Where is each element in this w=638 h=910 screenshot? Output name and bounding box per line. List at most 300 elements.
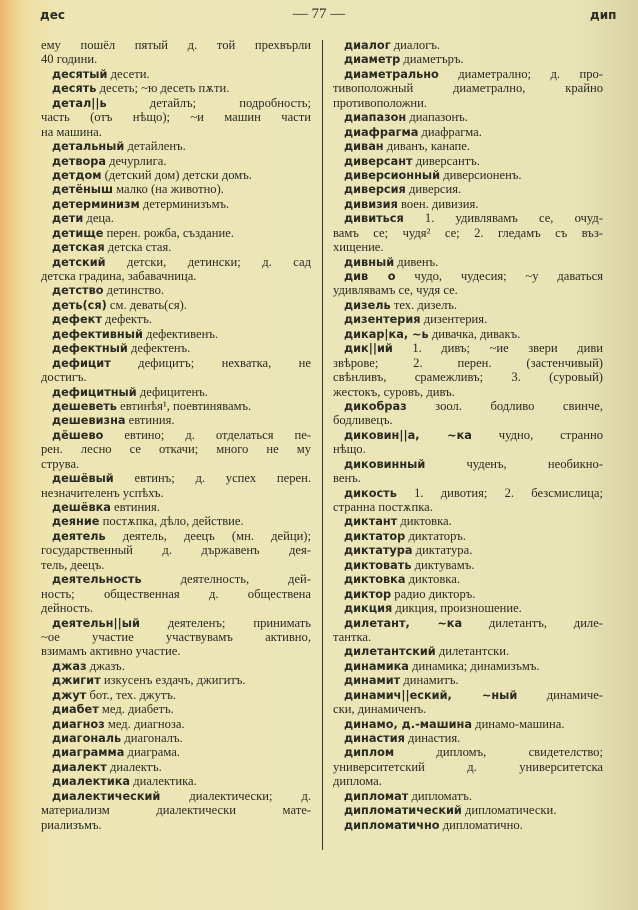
entry-headword: диплом xyxy=(344,746,395,760)
dictionary-entry-line xyxy=(41,370,311,384)
entry-translation: дефектенъ. xyxy=(130,341,191,356)
entry-headword: дешевизна xyxy=(52,414,126,428)
dictionary-entry-line xyxy=(41,356,311,370)
dictionary-entry-line xyxy=(333,745,603,759)
entry-translation: 1. дивъ; ~ие звери диви xyxy=(412,341,603,356)
dictionary-entry-line xyxy=(333,543,603,557)
dictionary-entry-line xyxy=(41,52,311,66)
dictionary-entry-line xyxy=(333,298,603,312)
entry-headword: детерминизм xyxy=(52,197,140,211)
entry-translation: на машина. xyxy=(41,124,102,139)
entry-headword: дивизия xyxy=(344,197,398,211)
column-divider xyxy=(322,40,323,850)
dictionary-entry-line xyxy=(41,168,311,182)
entry-translation: диалектъ. xyxy=(109,759,162,774)
entry-headword: диалект xyxy=(52,760,107,774)
dictionary-entry-line xyxy=(41,312,311,326)
entry-translation: евтиния. xyxy=(128,413,175,428)
entry-headword: дешеветь xyxy=(52,399,117,413)
entry-translation: детска стая. xyxy=(107,240,172,255)
dictionary-entry-line xyxy=(41,630,311,644)
dictionary-entry-line xyxy=(41,211,311,225)
dictionary-entry-line xyxy=(41,587,311,601)
entry-translation: 40 години. xyxy=(41,52,98,67)
dictionary-entry-line xyxy=(41,529,311,543)
entry-headword: деяние xyxy=(52,515,100,529)
entry-translation: удивлявамъ се, чудя се. xyxy=(333,283,458,298)
entry-translation: детерминизъмъ. xyxy=(142,196,230,211)
entry-translation: детинство. xyxy=(106,283,165,298)
dictionary-entry-line xyxy=(333,673,603,687)
entry-translation: незначителенъ успѣхъ. xyxy=(41,485,164,500)
dictionary-entry-line xyxy=(333,110,603,124)
entry-translation: ему пошёл пятый д. той прехвърли xyxy=(41,38,311,52)
entry-translation: рен. лесно се откачи; много не му xyxy=(41,442,311,457)
entry-translation: дефицитъ; нехватка, не xyxy=(138,355,311,370)
dictionary-entry-line xyxy=(41,110,311,124)
entry-translation: диапазонъ. xyxy=(409,110,468,125)
entry-headword: дизентерия xyxy=(344,313,421,327)
entry-headword: диктовать xyxy=(344,558,412,572)
entry-translation: воен. дивизия. xyxy=(401,196,479,211)
dictionary-entry-line xyxy=(333,601,603,615)
entry-headword: диверсия xyxy=(344,183,406,197)
dictionary-entry-line xyxy=(333,197,603,211)
dictionary-entry-line xyxy=(41,644,311,658)
dictionary-entry-line xyxy=(333,211,603,225)
entry-translation: диалектика. xyxy=(133,774,197,789)
dictionary-entry-line xyxy=(333,81,603,95)
entry-headword: диван xyxy=(344,140,384,154)
entry-headword: дети xyxy=(52,212,84,226)
entry-headword: диаграмма xyxy=(52,746,125,760)
entry-headword: детвора xyxy=(52,154,106,168)
entry-translation: тель, деецъ. xyxy=(41,557,105,572)
dictionary-entry-line xyxy=(333,587,603,601)
dictionary-entry-line xyxy=(333,644,603,658)
entry-headword: дешёвка xyxy=(52,501,111,514)
dictionary-entry-line xyxy=(333,442,603,456)
entry-translation: детайлъ; подробность; xyxy=(149,95,311,110)
entry-headword: детал||ь xyxy=(52,96,107,110)
dictionary-entry-line xyxy=(333,38,603,52)
entry-headword: динамич||еский, ~ный xyxy=(344,688,518,702)
entry-headword: деть(ся) xyxy=(52,298,107,312)
entry-translation: деятелность, дей- xyxy=(180,572,311,587)
entry-translation: струва. xyxy=(41,456,80,471)
entry-headword: диверсионный xyxy=(344,168,441,182)
dictionary-entry-line xyxy=(41,125,311,139)
entry-translation: малко (на животно). xyxy=(116,182,224,197)
entry-translation: диаграма. xyxy=(127,745,180,760)
dictionary-entry-line xyxy=(41,543,311,557)
entry-headword: динамит xyxy=(344,674,401,688)
dictionary-entry-line xyxy=(333,803,603,817)
entry-translation: свѣнливъ, срамежливъ; 3. (суровый) xyxy=(333,370,603,385)
dictionary-entry-line xyxy=(41,760,311,774)
entry-headword: детство xyxy=(52,284,104,298)
entry-translation: диктатура. xyxy=(415,543,473,558)
dictionary-entry-line xyxy=(333,471,603,485)
entry-headword: дик||ий xyxy=(344,342,393,356)
right-column xyxy=(333,38,603,832)
dictionary-entry-line xyxy=(333,283,603,297)
entry-translation: ~ое участие участвувамъ активно, xyxy=(41,629,311,644)
dictionary-entry-line xyxy=(41,789,311,803)
entry-translation: бот., тех. джутъ. xyxy=(89,687,177,702)
dictionary-entry-line xyxy=(333,731,603,745)
dictionary-entry-line xyxy=(333,125,603,139)
entry-headword: диктовка xyxy=(344,573,406,587)
entry-translation: мед. диабетъ. xyxy=(101,702,174,717)
entry-headword: династия xyxy=(344,732,405,745)
entry-headword: дефективный xyxy=(52,327,143,341)
entry-translation: евтинъ; д. успех перен. xyxy=(134,471,311,486)
dictionary-entry-line xyxy=(41,803,311,817)
entry-translation: десеть; ~ю десеть пѫти. xyxy=(99,81,230,96)
entry-translation: детайленъ. xyxy=(127,139,186,154)
dictionary-entry-line xyxy=(333,760,603,774)
entry-translation: дипломъ, свидетелство; xyxy=(436,745,603,760)
entry-translation: хищение. xyxy=(333,240,384,255)
entry-translation: мед. диагноза. xyxy=(107,716,185,731)
entry-translation: взимамъ активно участие. xyxy=(41,644,181,659)
entry-headword: диапазон xyxy=(344,111,407,125)
entry-translation: зоол. бодливо свинче, xyxy=(435,398,603,413)
dictionary-entry-line xyxy=(333,370,603,384)
entry-translation: динамитъ. xyxy=(403,673,459,688)
entry-headword: див о xyxy=(344,270,396,283)
dictionary-entry-line xyxy=(333,139,603,153)
dictionary-entry-line xyxy=(41,341,311,355)
entry-translation: венъ. xyxy=(333,471,361,486)
entry-translation: диванъ, канапе. xyxy=(386,139,471,154)
dictionary-entry-line xyxy=(333,529,603,543)
dictionary-entry-line xyxy=(41,269,311,283)
entry-translation: детски, детински; д. сад xyxy=(127,254,311,269)
entry-headword: джаз xyxy=(52,659,87,673)
entry-translation: диктовка. xyxy=(408,572,460,587)
dictionary-entry-line xyxy=(333,226,603,240)
entry-headword: детская xyxy=(52,241,105,255)
dictionary-entry-line xyxy=(333,428,603,442)
entry-headword: диабет xyxy=(52,703,99,717)
dictionary-entry-line xyxy=(333,269,603,283)
entry-translation: 1. дивотия; 2. безсмислица; xyxy=(414,485,603,500)
entry-headword: дефицитный xyxy=(52,385,137,399)
entry-headword: детальный xyxy=(52,140,125,154)
entry-translation: джазъ. xyxy=(89,658,125,673)
dictionary-entry-line xyxy=(333,630,603,644)
entry-translation: динамика; динамизъмъ. xyxy=(412,658,540,673)
entry-translation: дефективенъ. xyxy=(146,326,218,341)
entry-translation: бодливецъ. xyxy=(333,413,393,428)
dictionary-entry-line xyxy=(333,182,603,196)
entry-translation: нѣщо. xyxy=(333,442,366,457)
dictionary-entry-line xyxy=(333,688,603,702)
dictionary-entry-line xyxy=(333,168,603,182)
entry-translation: дефектъ. xyxy=(105,312,153,327)
entry-translation: см. девать(ся). xyxy=(109,297,187,312)
dictionary-entry-line xyxy=(41,731,311,745)
dictionary-entry-line xyxy=(41,673,311,687)
dictionary-entry-line xyxy=(333,702,603,716)
entry-headword: диагноз xyxy=(52,717,105,731)
dictionary-entry-line xyxy=(333,96,603,110)
entry-headword: деятель xyxy=(52,529,106,543)
dictionary-entry-line xyxy=(41,717,311,731)
dictionary-entry-line xyxy=(333,356,603,370)
entry-translation: чуденъ, необикно- xyxy=(466,456,603,471)
entry-headword: дипломат xyxy=(344,789,409,803)
entry-translation: ность; общественная д. обществена xyxy=(41,586,311,601)
entry-headword: диаметр xyxy=(344,53,401,67)
dictionary-entry-line xyxy=(41,471,311,485)
entry-translation: диаметрално; д. про- xyxy=(458,66,603,81)
dictionary-entry-line xyxy=(333,717,603,731)
entry-headword: диаметрально xyxy=(344,67,439,81)
dictionary-entry-line xyxy=(333,774,603,788)
dictionary-entry-line xyxy=(333,572,603,586)
dictionary-entry-line xyxy=(41,601,311,615)
entry-translation: диалогъ. xyxy=(393,38,441,52)
entry-headword: диктант xyxy=(344,515,398,529)
dictionary-entry-line xyxy=(41,688,311,702)
dictionary-entry-line xyxy=(333,385,603,399)
entry-headword: диалектический xyxy=(52,789,161,803)
entry-translation: деятеленъ; принимать xyxy=(167,615,311,630)
entry-headword: дипломатический xyxy=(344,804,462,818)
entry-translation: чудно, странно xyxy=(498,427,603,442)
entry-translation: детска градина, забавачница. xyxy=(41,269,197,283)
dictionary-entry-line xyxy=(41,428,311,442)
entry-translation: странна постѫпка. xyxy=(333,500,433,514)
dictionary-entry-line xyxy=(41,745,311,759)
entry-translation: дивачка, дивакъ. xyxy=(431,326,521,341)
entry-headword: деятельн||ый xyxy=(52,616,140,630)
entry-translation: десети. xyxy=(110,66,150,81)
entry-translation: диафрагма. xyxy=(421,124,482,139)
entry-translation: перен. рожба, създание. xyxy=(106,225,234,240)
entry-headword: дикар|ка, ~ь xyxy=(344,327,429,341)
entry-translation: материализм диалектически мате- xyxy=(41,803,311,818)
entry-headword: детище xyxy=(52,226,104,240)
entry-translation: дилетантски. xyxy=(438,644,510,659)
dictionary-entry-line xyxy=(333,486,603,500)
entry-translation: часть (отъ нѣщо); ~и машин части xyxy=(41,110,311,125)
dictionary-entry-line xyxy=(41,327,311,341)
entry-translation: (детский дом) детски домъ. xyxy=(104,167,252,182)
entry-translation: чудо, чудесия; ~у даваться xyxy=(414,269,603,283)
entry-translation: дейность. xyxy=(41,601,94,616)
entry-translation: диверсантъ. xyxy=(415,153,480,168)
entry-translation: динамиче- xyxy=(546,687,603,702)
entry-headword: джут xyxy=(52,688,87,702)
dictionary-entry-line xyxy=(41,413,311,427)
dictionary-entry-line xyxy=(41,659,311,673)
entry-headword: джигит xyxy=(52,674,101,688)
dictionary-entry-line xyxy=(333,154,603,168)
entry-headword: дилетант, ~ка xyxy=(344,616,463,630)
entry-headword: диалог xyxy=(344,39,391,52)
dictionary-entry-line xyxy=(333,240,603,254)
dictionary-entry-line xyxy=(41,616,311,630)
dictionary-entry-line xyxy=(41,197,311,211)
entry-translation: диверсионенъ. xyxy=(443,167,522,182)
dictionary-entry-line xyxy=(333,255,603,269)
entry-translation: дизентерия. xyxy=(423,312,488,327)
entry-translation: дикция, произношение. xyxy=(395,601,522,616)
entry-headword: диковинный xyxy=(344,457,426,471)
dictionary-entry-line xyxy=(41,298,311,312)
dictionary-entry-line xyxy=(333,312,603,326)
dictionary-entry-line xyxy=(41,240,311,254)
entry-headword: дикция xyxy=(344,602,393,616)
entry-translation: дечурлига. xyxy=(109,153,167,168)
entry-headword: диктатор xyxy=(344,529,406,543)
entry-headword: десять xyxy=(52,82,97,96)
entry-translation: динамо-машина. xyxy=(475,716,565,731)
dictionary-entry-line xyxy=(41,486,311,500)
dictionary-entry-line xyxy=(333,457,603,471)
entry-translation: евтиния. xyxy=(114,500,160,514)
dictionary-entry-line xyxy=(333,399,603,413)
entry-translation: диктовка. xyxy=(400,514,452,529)
entry-translation: дилетантъ, диле- xyxy=(488,615,603,630)
dictionary-entry-line xyxy=(41,702,311,716)
running-head-left: дес xyxy=(40,8,65,22)
entry-translation: диплома. xyxy=(333,774,382,789)
entry-translation: диктаторъ. xyxy=(408,528,467,543)
entry-translation: евтино; д. отделаться пе- xyxy=(124,427,311,442)
entry-translation: риализъмъ. xyxy=(41,817,102,832)
entry-translation: жестокъ, суровъ, дивъ. xyxy=(333,384,455,399)
entry-translation: достигъ. xyxy=(41,370,87,385)
entry-translation: деятель, деецъ (мн. дейци); xyxy=(122,528,311,543)
entry-translation: династия. xyxy=(408,731,461,745)
dictionary-entry-line xyxy=(41,558,311,572)
dictionary-entry-line xyxy=(333,67,603,81)
entry-headword: детдом xyxy=(52,168,102,182)
dictionary-entry-line xyxy=(333,413,603,427)
dictionary-entry-line xyxy=(41,38,311,52)
dictionary-entry-line xyxy=(333,789,603,803)
entry-headword: дефицит xyxy=(52,356,111,370)
entry-translation: звѣрове; 2. перен. (застенчивый) xyxy=(333,355,603,370)
dictionary-entry-line xyxy=(41,818,311,832)
entry-headword: дилетантский xyxy=(344,645,436,659)
entry-translation: диаметъръ. xyxy=(403,52,464,67)
entry-headword: динамо, д.-машина xyxy=(344,717,472,731)
entry-translation: тех. дизелъ. xyxy=(393,297,458,312)
entry-translation: тантка. xyxy=(333,629,372,644)
dictionary-entry-line xyxy=(41,500,311,514)
dictionary-entry-line xyxy=(333,659,603,673)
dictionary-entry-line xyxy=(41,774,311,788)
entry-headword: детский xyxy=(52,255,106,269)
entry-translation: изкусенъ ездачъ, джигитъ. xyxy=(103,673,246,688)
entry-translation: диверсия. xyxy=(408,182,462,197)
dictionary-entry-line xyxy=(41,514,311,528)
dictionary-entry-line xyxy=(41,572,311,586)
dictionary-entry-line xyxy=(333,327,603,341)
entry-headword: деятельность xyxy=(52,573,142,587)
dictionary-entry-line xyxy=(333,514,603,528)
entry-headword: динамика xyxy=(344,659,409,673)
entry-headword: дикобраз xyxy=(344,399,407,413)
dictionary-entry-line xyxy=(41,385,311,399)
entry-translation: дипломатически. xyxy=(464,803,557,818)
dictionary-entry-line xyxy=(41,81,311,95)
dictionary-entry-line xyxy=(41,226,311,240)
dictionary-entry-line xyxy=(41,182,311,196)
entry-headword: диктатура xyxy=(344,544,413,558)
entry-headword: дивный xyxy=(344,255,395,269)
entry-translation: дипломатъ. xyxy=(411,788,472,803)
entry-translation: ски, динамиченъ. xyxy=(333,702,427,717)
entry-translation: диалектически; д. xyxy=(189,788,311,803)
dictionary-entry-line xyxy=(41,255,311,269)
entry-headword: дипломатично xyxy=(344,818,440,832)
entry-headword: диверсант xyxy=(344,154,413,168)
entry-headword: диковин||а, ~ка xyxy=(344,428,472,442)
entry-headword: диафрагма xyxy=(344,125,419,139)
entry-translation: радио дикторъ. xyxy=(394,586,476,601)
entry-headword: дефект xyxy=(52,313,102,327)
entry-headword: десятый xyxy=(52,67,108,81)
entry-translation: дипломатично. xyxy=(442,817,523,832)
entry-translation: университетский д. университетска xyxy=(333,759,603,774)
entry-headword: дёшево xyxy=(52,428,104,442)
entry-headword: диктор xyxy=(344,587,392,601)
left-column xyxy=(41,38,311,832)
entry-translation: постѫпка, дѣло, действие. xyxy=(102,514,244,529)
dictionary-entry-line xyxy=(333,500,603,514)
entry-translation: диагоналъ. xyxy=(124,731,183,745)
entry-headword: диагональ xyxy=(52,732,122,745)
dictionary-entry-line xyxy=(333,616,603,630)
entry-translation: евтинѣя¹, поевтинявамъ. xyxy=(120,398,252,413)
dictionary-entry-line xyxy=(41,96,311,110)
entry-headword: дефектный xyxy=(52,342,128,356)
entry-translation: диктувамъ. xyxy=(414,557,475,572)
entry-translation: вамъ се; чудя² се; 2. гледамъ съ въз- xyxy=(333,225,603,240)
dictionary-entry-line xyxy=(41,457,311,471)
dictionary-entry-line xyxy=(41,67,311,81)
entry-headword: дизель xyxy=(344,298,391,312)
entry-headword: детёныш xyxy=(52,183,114,197)
entry-translation: тивоположный диаметрално, крайно xyxy=(333,81,603,96)
entry-headword: дешёвый xyxy=(52,472,114,486)
entry-headword: дикость xyxy=(344,486,397,500)
dictionary-entry-line xyxy=(41,139,311,153)
entry-translation: дефицитенъ. xyxy=(139,384,208,399)
dictionary-entry-line xyxy=(41,283,311,297)
entry-translation: государственный д. държавенъ дея- xyxy=(41,543,311,558)
running-head-right: дип xyxy=(590,8,617,22)
dictionary-entry-line xyxy=(333,341,603,355)
entry-headword: дивиться xyxy=(344,212,404,226)
dictionary-entry-line xyxy=(333,818,603,832)
dictionary-entry-line xyxy=(41,442,311,456)
dictionary-entry-line xyxy=(41,154,311,168)
entry-translation: 1. удивлявамъ се, очуд- xyxy=(424,211,603,226)
page-number: — 77 — xyxy=(292,6,346,22)
entry-translation: деца. xyxy=(86,211,114,226)
entry-headword: диалектика xyxy=(52,775,131,789)
entry-translation: противоположни. xyxy=(333,95,428,110)
dictionary-entry-line xyxy=(333,52,603,66)
